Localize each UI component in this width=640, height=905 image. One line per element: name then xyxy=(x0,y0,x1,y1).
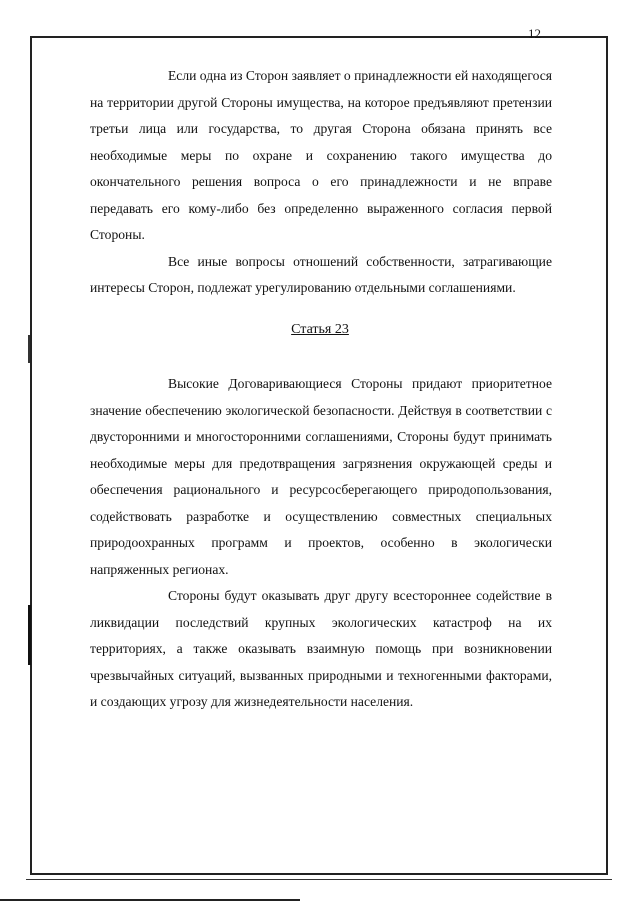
scan-artifact-mark xyxy=(28,335,30,363)
paragraph: Если одна из Сторон заявляет о принадлежности ей находящегося на территории другой Стороны имущества, на которое предъявляют претензии третьи лица или государства, то другая Сторона обязана принять все необходимые меры по охране и сохранению такого имущества до окончательного решения вопроса о его принадлежности и не вправе передавать его кому-либо без определенно выраженного согласия первой Стороны. xyxy=(90,68,552,242)
paragraph: Все иные вопросы отношений собственности, затрагивающие интересы Сторон, подлежат урегулированию отдельными соглашениями. xyxy=(90,253,552,295)
scan-artifact-bar xyxy=(28,605,31,665)
paragraph: Высокие Договаривающиеся Стороны придают приоритетное значение обеспечению экологической безопасности. Действуя в соответствии с двусторонними и многосторонними соглашениями, Стороны будут принимать необходимые меры для предотвращения загрязнения окружающей среды и обеспечения рационального и ресурсосберегающего природопользования, содействовать разработке и осуществлению совместных специальных природоохранных программ и проектов, особенно в экологически напряженных регионах. xyxy=(90,376,552,577)
scan-artifact-line xyxy=(0,899,300,901)
article-title: Статья 23 xyxy=(291,322,349,337)
paragraph: Стороны будут оказывать друг другу всестороннее содействие в ликвидации последствий крупных экологических катастроф на их территориях, а также оказывать взаимную помощь при возникновении чрезвычайных ситуаций, вызванных природными и техногенными факторами, и создающих угрозу для жизнедеятельности населения. xyxy=(90,588,552,709)
page-number: 12 xyxy=(528,26,541,41)
text-block-top xyxy=(90,63,552,302)
text-block-article xyxy=(90,371,552,716)
